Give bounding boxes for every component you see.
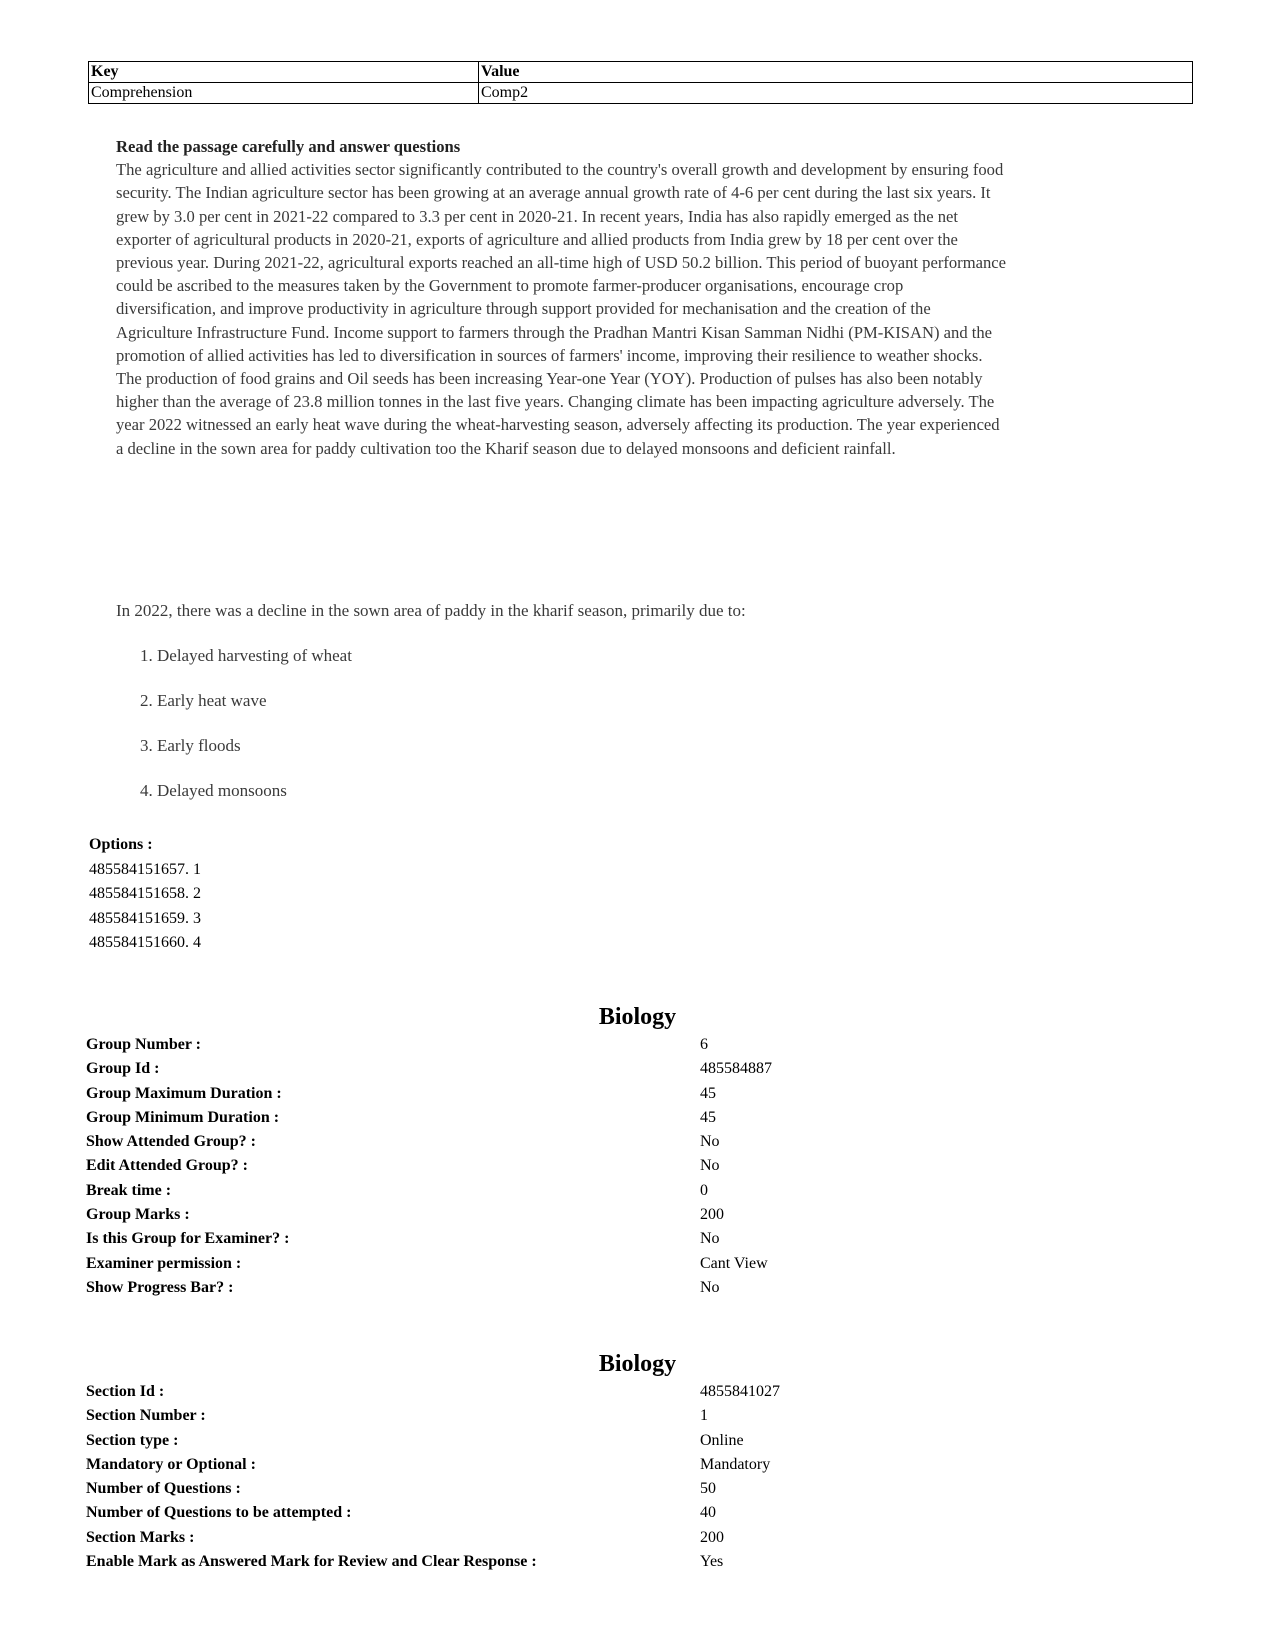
info-row <box>86 1154 1100 1178</box>
info-value: 45 <box>700 1108 716 1126</box>
row-value: Comp2 <box>479 83 1193 104</box>
info-row <box>86 1526 1100 1550</box>
info-row <box>86 1130 1100 1154</box>
info-value: 4855841027 <box>700 1383 780 1400</box>
group-title: Biology <box>598 1004 677 1030</box>
info-key: Group Marks : <box>86 1206 190 1224</box>
options-list <box>89 833 201 956</box>
info-key: Group Number : <box>86 1036 201 1053</box>
info-row <box>86 1057 1100 1081</box>
info-key: Break time : <box>86 1181 172 1199</box>
info-value: 0 <box>700 1181 708 1199</box>
key-value-table <box>88 61 1193 104</box>
option-item: 485584151660. 4 <box>89 934 201 951</box>
info-row <box>86 1033 1100 1057</box>
info-key: Group Minimum Duration : <box>86 1108 280 1126</box>
info-row <box>86 1227 1100 1251</box>
info-value: Cant View <box>700 1254 768 1272</box>
info-row <box>86 1429 1100 1453</box>
info-key: Show Progress Bar? : <box>86 1278 234 1296</box>
passage-text: The agriculture and allied activities sector significantly contributed to the country's overall growth and development by ensuring food security. The Indian agriculture sector has been growing at an average annual growth rate of 4-6 per cent during the last six years. It grew by 3.0 per cent in 2021-22 compared to 3.3 per cent in 2020-21. In recent years, India has also rapidly emerged as the net exporter of agricultural products in 2020-21, exports of agriculture and allied products from India grew by 18 per cent over the previous year. During 2021-22, agricultural exports reached an all-time high of USD 50.2 billion. This period of buoyant performance could be ascribed to the measures taken by the Government to promote farmer-producer organisations, encourage crop diversification, and improve productivity in agriculture through support provided for mechanisation and the creation of the Agriculture Infrastructure Fund. Income support to farmers through the Pradhan Mantri Kisan Samman Nidhi (PM-KISAN) and the promotion of allied activities has led to diversification in sources of farmers' income, improving their resilience to weather shocks. The production of food grains and Oil seeds has been increasing Year-one Year (YOY). Production of pulses has also been notably higher than the average of 23.8 million tonnes in the last five years. Changing climate has been impacting agriculture adversely. The year 2022 witnessed an early heat wave during the wheat-harvesting season, adversely affecting its production. The year experienced a decline in the sown area for paddy cultivation too the Kharif season due to delayed monsoons and deficient rainfall. <box>116 160 1006 458</box>
info-key: Group Maximum Duration : <box>86 1084 282 1102</box>
info-value: No <box>700 1157 720 1175</box>
info-value: 485584887 <box>700 1060 772 1078</box>
info-value: Online <box>700 1431 744 1449</box>
info-key: Section Number : <box>86 1407 206 1425</box>
section-title: Biology <box>598 1351 677 1377</box>
options-label: Options : <box>89 836 153 853</box>
info-value: 45 <box>700 1084 716 1102</box>
info-key: Section type : <box>86 1431 179 1449</box>
comprehension-passage <box>116 135 1006 460</box>
statement-4: 4. Delayed monsoons <box>140 781 287 800</box>
info-key: Section Marks : <box>86 1528 195 1546</box>
info-value: 200 <box>700 1206 724 1224</box>
info-row <box>86 1252 1100 1276</box>
info-row <box>86 1550 1100 1574</box>
info-key: Mandatory or Optional : <box>86 1455 256 1473</box>
header-value: Value <box>479 62 1193 83</box>
group-info-list <box>86 1033 1100 1300</box>
info-row <box>86 1404 1100 1428</box>
table-row <box>89 83 1193 104</box>
info-value: Mandatory <box>700 1455 771 1473</box>
statement-3: 3. Early floods <box>140 736 241 755</box>
info-value: No <box>700 1230 720 1248</box>
question-text: In 2022, there was a decline in the sown area of paddy in the kharif season, primarily due to: <box>116 601 746 620</box>
statement-1: 1. Delayed harvesting of wheat <box>140 646 352 665</box>
info-value: Yes <box>700 1553 724 1571</box>
info-value: 50 <box>700 1480 716 1498</box>
info-key: Group Id : <box>86 1060 160 1078</box>
info-row <box>86 1477 1100 1501</box>
info-value: 1 <box>700 1407 708 1425</box>
info-value: 200 <box>700 1528 724 1546</box>
info-row <box>86 1501 1100 1525</box>
option-item: 485584151657. 1 <box>89 860 201 878</box>
info-value: No <box>700 1133 720 1151</box>
info-row <box>86 1203 1100 1227</box>
info-row <box>86 1380 1100 1404</box>
statement-2: 2. Early heat wave <box>140 691 267 710</box>
row-key: Comprehension <box>89 83 479 104</box>
question-statements <box>140 645 352 825</box>
info-value: 40 <box>700 1504 716 1522</box>
info-key: Number of Questions : <box>86 1480 241 1498</box>
info-key: Examiner permission : <box>86 1254 242 1272</box>
option-item: 485584151659. 3 <box>89 909 201 927</box>
info-row <box>86 1453 1100 1477</box>
info-key: Edit Attended Group? : <box>86 1157 248 1175</box>
info-key: Number of Questions to be attempted : <box>86 1504 352 1522</box>
info-row <box>86 1179 1100 1203</box>
option-item: 485584151658. 2 <box>89 885 201 902</box>
info-key: Show Attended Group? : <box>86 1133 256 1151</box>
info-value: No <box>700 1278 720 1296</box>
table-header-row <box>89 62 1193 83</box>
info-key: Is this Group for Examiner? : <box>86 1230 290 1248</box>
info-key: Enable Mark as Answered Mark for Review and Clear Response : <box>86 1553 537 1571</box>
info-row <box>86 1276 1100 1300</box>
header-key: Key <box>89 62 479 83</box>
info-row <box>86 1106 1100 1130</box>
info-value: 6 <box>700 1036 708 1053</box>
passage-heading: Read the passage carefully and answer questions <box>116 137 461 156</box>
info-key: Section Id : <box>86 1383 165 1400</box>
info-row <box>86 1082 1100 1106</box>
section-info-list <box>86 1380 1100 1574</box>
